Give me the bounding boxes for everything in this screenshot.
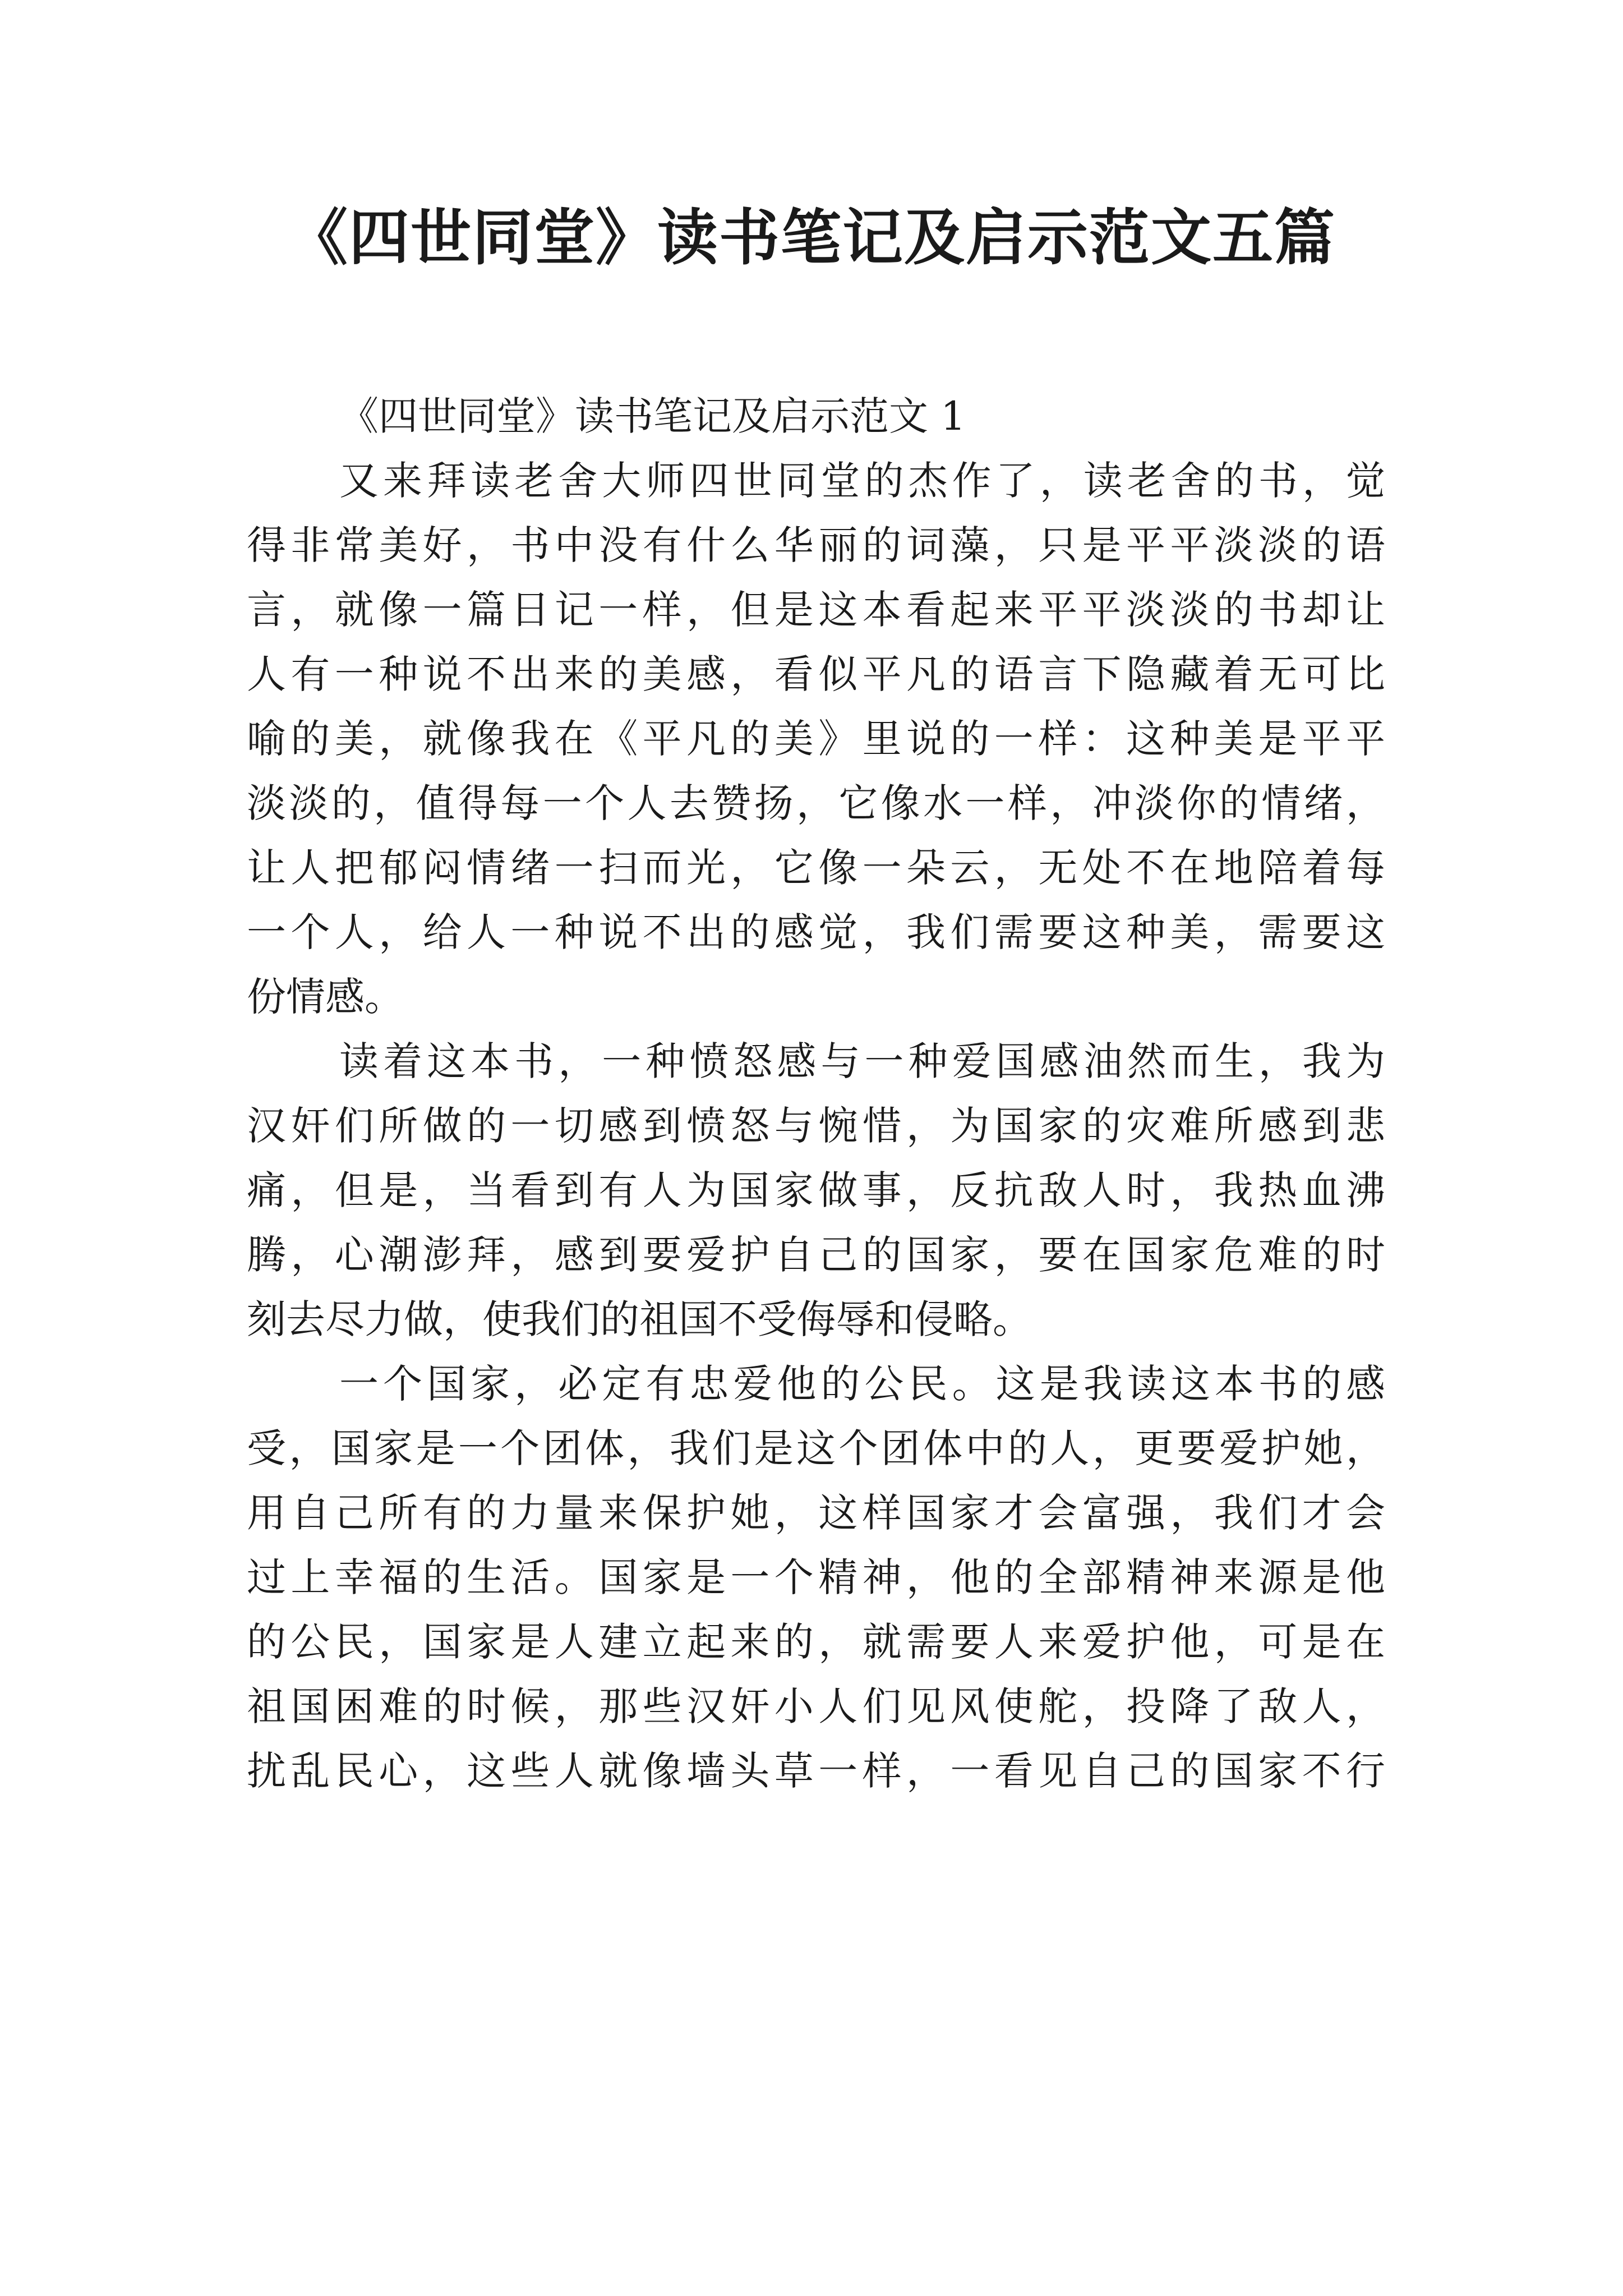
paragraph-line: 扰乱民心，这些人就像墙头草一样，一看见自己的国家不行 [247, 1748, 1385, 1794]
paragraph-line: 言，就像一篇日记一样，但是这本看起来平平淡淡的书却让 [247, 587, 1385, 633]
paragraph-line: 祖国困难的时候，那些汉奸小人们见风使舵，投降了敌人， [247, 1683, 1385, 1729]
paragraph-line: 人有一种说不出来的美感，看似平凡的语言下隐藏着无可比 [247, 651, 1385, 697]
paragraph-line: 过上幸福的生活。国家是一个精神，他的全部精神来源是他 [247, 1554, 1385, 1600]
paragraph-line: 汉奸们所做的一切感到愤怒与惋惜，为国家的灾难所感到悲 [247, 1103, 1385, 1149]
paragraph-line: 用自己所有的力量来保护她，这样国家才会富强，我们才会 [247, 1490, 1385, 1536]
paragraph-line: 读着这本书，一种愤怒感与一种爱国感油然而生，我为 [339, 1038, 1385, 1084]
section-heading: 《四世同堂》读书笔记及启示范文 1 [339, 393, 966, 439]
document-title: 《四世同堂》读书笔记及启示范文五篇 [287, 203, 1336, 273]
paragraph-line: 份情感。 [247, 974, 404, 1020]
paragraph-line: 刻去尽力做，使我们的祖国不受侮辱和侵略。 [247, 1296, 1032, 1342]
paragraph-line: 受，国家是一个团体，我们是这个团体中的人，更要爱护她， [247, 1425, 1385, 1471]
paragraph-line: 得非常美好，书中没有什么华丽的词藻，只是平平淡淡的语 [247, 522, 1385, 568]
paragraph-line: 淡淡的，值得每一个人去赞扬，它像水一样，冲淡你的情绪， [247, 780, 1385, 826]
paragraph-line: 腾，心潮澎拜，感到要爱护自己的国家，要在国家危难的时 [247, 1232, 1385, 1278]
document-body [247, 384, 1385, 1803]
paragraph-line: 痛，但是，当看到有人为国家做事，反抗敌人时，我热血沸 [247, 1167, 1385, 1213]
paragraph-line: 一个人，给人一种说不出的感觉，我们需要这种美，需要这 [247, 909, 1385, 955]
paragraph-line: 一个国家，必定有忠爱他的公民。这是我读这本书的感 [339, 1361, 1385, 1407]
paragraph-line: 让人把郁闷情绪一扫而光，它像一朵云，无处不在地陪着每 [247, 845, 1385, 891]
paragraph-line: 喻的美，就像我在《平凡的美》里说的一样：这种美是平平 [247, 716, 1385, 762]
paragraph-line: 又来拜读老舍大师四世同堂的杰作了，读老舍的书，觉 [339, 458, 1385, 504]
paragraph-line: 的公民，国家是人建立起来的，就需要人来爱护他，可是在 [247, 1619, 1385, 1665]
